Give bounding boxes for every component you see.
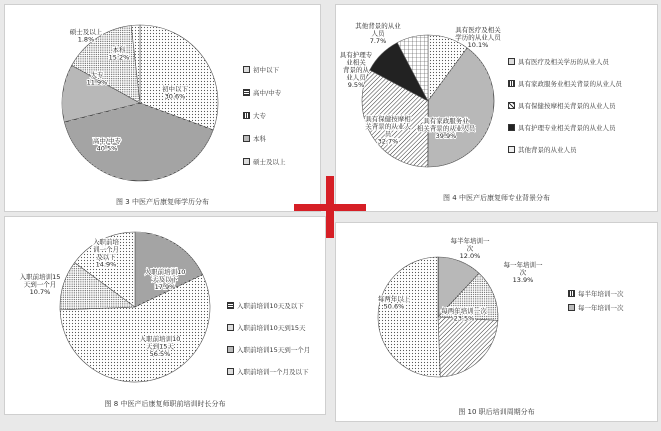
slice-data-label: 每两年培训一次 23.5% — [441, 307, 487, 323]
legend-label: 入职前培训10天及以下 — [237, 302, 304, 310]
legend-label: 硕士及以上 — [253, 158, 286, 166]
legend-label: 其他背景的从业人员 — [518, 146, 577, 154]
legend-swatch — [508, 80, 515, 87]
legend-swatch — [227, 368, 234, 375]
legend-label: 入职前培训一个月及以下 — [237, 368, 309, 376]
slice-data-label: 入职前培训一个月及以下 14.9% — [93, 238, 119, 269]
slice-data-label: 每半年培训一次 12.0% — [450, 237, 490, 260]
slice-data-label: 入职前培训10 天及以下 17.9% — [144, 268, 186, 291]
legend-item — [568, 303, 624, 312]
legend-label: 每一年培训一次 — [578, 304, 624, 312]
legend-pre-training — [227, 301, 326, 376]
pie-slice — [378, 257, 440, 377]
legend-label: 大专 — [253, 112, 266, 120]
legend-swatch — [227, 302, 234, 309]
legend-item — [243, 88, 281, 97]
legend-swatch — [243, 112, 250, 119]
legend-label: 高中/中专 — [253, 89, 282, 97]
legend-swatch — [568, 290, 575, 297]
legend-swatch — [243, 89, 250, 96]
slice-data-label: 硕士及以上 1.8% — [69, 28, 103, 44]
legend-item — [508, 145, 577, 154]
legend-label: 初中以下 — [253, 66, 279, 74]
legend-item — [227, 367, 309, 376]
legend-swatch — [508, 146, 515, 153]
pie-slice — [438, 317, 498, 377]
chart-panel-pre-training — [4, 216, 326, 415]
slice-data-label: 具有医疗及相关学历的从业人员 10.1% — [455, 26, 501, 49]
legend-swatch — [508, 58, 515, 65]
caption-education: 图 3 中医产后康复师学历分布 — [116, 198, 209, 206]
legend-item — [227, 323, 306, 332]
legend-label: 每半年培训一次 — [578, 290, 624, 298]
slice-data-label: 具有家政服务业相关背景的从业人员 39.9% — [416, 117, 476, 140]
legend-item — [568, 289, 624, 298]
caption-pre-training: 图 8 中医产后康复师职前培训时长分布 — [104, 400, 226, 408]
caption-post-training: 图 10 职后培训周期分布 — [458, 408, 535, 416]
legend-label: 入职前培训10天到15天 — [237, 324, 306, 332]
slice-data-label: 本科 15.2% — [108, 46, 130, 62]
slice-data-label: 入职前培训15 天到一个月 10.7% — [19, 273, 61, 296]
slice-data-label: 具有护理专业相关背景的从业人员 9.5% — [339, 51, 373, 89]
legend-item — [227, 301, 304, 310]
red-cross-horizontal-bar — [294, 204, 366, 211]
legend-item — [508, 79, 622, 88]
legend-swatch — [243, 66, 250, 73]
legend-item — [508, 123, 616, 132]
legend-label: 本科 — [253, 135, 266, 143]
legend-item — [227, 345, 310, 354]
legend-background — [508, 57, 656, 177]
legend-label: 具有护理专业相关背景的从业人员 — [518, 124, 616, 132]
legend-label: 具有家政服务业相关背景的从业人员 — [518, 80, 622, 88]
slice-data-label: 每两年以上 50.6% — [377, 295, 411, 311]
legend-item — [243, 111, 266, 120]
legend-item — [508, 101, 616, 110]
slice-data-label: 初中以下 30.6% — [162, 85, 188, 101]
legend-swatch — [243, 158, 250, 165]
legend-education — [243, 65, 321, 185]
legend-swatch — [227, 346, 234, 353]
slice-data-label: 其他背景的从业人员 7.7% — [355, 22, 401, 45]
legend-item — [243, 134, 266, 143]
legend-item — [508, 57, 609, 66]
legend-swatch — [568, 304, 575, 311]
legend-swatch — [227, 324, 234, 331]
legend-label: 入职前培训15天到一个月 — [237, 346, 311, 354]
slice-data-label: 大专 11.9% — [86, 71, 108, 87]
chart-panel-education — [4, 4, 321, 212]
slice-data-label: 具有保健按摩相关背景的从业人员 32.7% — [365, 115, 411, 146]
chart-panel-post-training — [335, 222, 658, 422]
slice-data-label: 高中/中专 40.5% — [92, 137, 122, 153]
chart-panel-background — [335, 4, 658, 212]
slice-data-label: 入职前培训10 天到15天 56.5% — [139, 335, 181, 358]
legend-label: 具有医疗及相关学历的从业人员 — [518, 58, 609, 66]
legend-swatch — [508, 124, 515, 131]
legend-post-training — [568, 289, 656, 349]
legend-label: 具有保健按摩相关背景的从业人员 — [518, 102, 616, 110]
slice-data-label: 每一年培训一次 13.9% — [503, 261, 543, 284]
legend-item — [243, 157, 286, 166]
legend-swatch — [243, 135, 250, 142]
legend-item — [243, 65, 279, 74]
caption-background: 图 4 中医产后康复师专业背景分布 — [443, 194, 550, 202]
legend-swatch — [508, 102, 515, 109]
